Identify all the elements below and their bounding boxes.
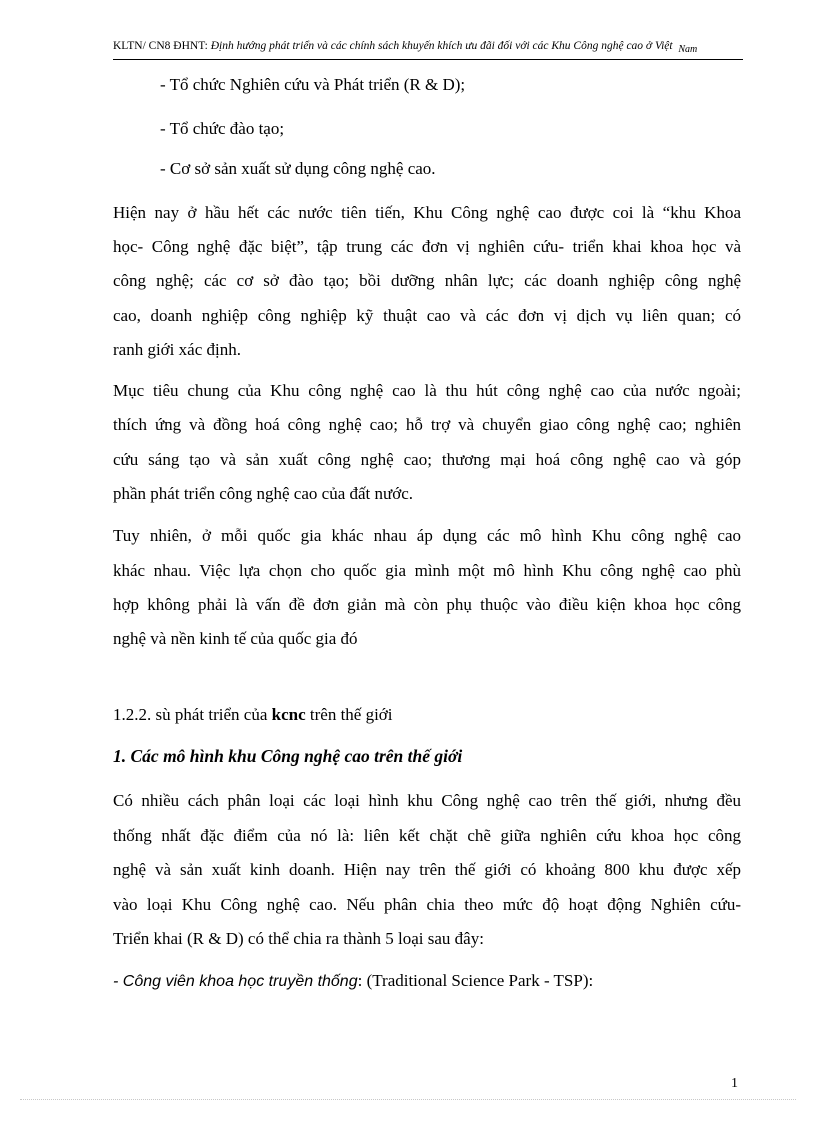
section-suffix: trên thế giới — [305, 705, 393, 724]
bullet-item: - Cơ sở sản xuất sử dụng công nghệ cao. — [160, 159, 436, 178]
paragraph-line: Có nhiều cách phân loại các loại hình khu Công nghệ cao trên thế giới, nhưng đều — [113, 791, 741, 810]
paragraph-line: thống nhất đặc điểm của nó là: liên kết chặt chẽ giữa nghiên cứu khoa học công — [113, 826, 741, 845]
header-prefix: KLTN/ CN8 ĐHNT: — [113, 40, 211, 52]
paragraph-line: thích ứng và đồng hoá công nghệ cao; hỗ trợ và chuyển giao công nghệ cao; nghiên — [113, 415, 741, 434]
paragraph-line: Triển khai (R & D) có thể chia ra thành 5 loại sau đây: — [113, 929, 484, 948]
running-header — [113, 39, 743, 60]
bullet-item: - Tổ chức Nghiên cứu và Phát triển (R & D); — [160, 75, 466, 94]
paragraph-line: học- Công nghệ đặc biệt”, tập trung các đơn vị nghiên cứu- triển khai khoa học và — [113, 237, 741, 256]
section-title — [113, 704, 741, 726]
paragraph-line: hợp không phải là vấn đề đơn giản mà còn phụ thuộc vào điều kiện khoa học công — [113, 595, 741, 614]
paragraph-line: công nghệ; các cơ sở đào tạo; bồi dưỡng nhân lực; các doanh nghiệp công nghệ — [113, 271, 741, 290]
paragraph-line: nghệ và nền kinh tế của quốc gia đó — [113, 629, 358, 648]
header-title: Định hướng phát triển và các chính sách khuyến khích ưu đãi đối với các Khu Công nghệ cao ở Việt — [210, 40, 673, 52]
header-suffix: Nam — [678, 44, 698, 55]
page-bottom-divider — [20, 1099, 796, 1100]
paragraph-line: cứu sáng tạo và sản xuất công nghệ cao; thương mại hoá công nghệ cao và góp — [113, 450, 741, 469]
paragraph-line: nghệ và sản xuất kinh doanh. Hiện nay trên thế giới có khoảng 800 khu được xếp — [113, 860, 741, 879]
list-item — [113, 970, 741, 993]
paragraph-line: phần phát triển công nghệ cao của đất nước. — [113, 484, 414, 503]
page-number: 1 — [731, 1076, 738, 1091]
bullet-item: - Tổ chức đào tạo; — [160, 119, 285, 138]
list-item-rest: : (Traditional Science Park - TSP): — [357, 971, 594, 990]
paragraph-line: khác nhau. Việc lựa chọn cho quốc gia mình một mô hình Khu công nghệ cao phù — [113, 561, 741, 580]
paragraph-line: ranh giới xác định. — [113, 340, 241, 359]
section-bold: kcnc — [271, 705, 306, 724]
paragraph-line: Hiện nay ở hầu hết các nước tiên tiến, Khu Công nghệ cao được coi là “khu Khoa — [113, 203, 741, 222]
paragraph-line: Mục tiêu chung của Khu công nghệ cao là thu hút công nghệ cao của nước ngoài; — [113, 381, 741, 400]
section-prefix: 1.2.2. sù phát triển của — [113, 705, 272, 724]
list-item-term: - Công viên khoa học truyền thống — [113, 973, 358, 990]
paragraph-line: Tuy nhiên, ở mỗi quốc gia khác nhau áp dụng các mô hình Khu công nghệ cao — [113, 526, 741, 545]
paragraph-line: cao, doanh nghiệp công nghiệp kỹ thuật cao và các đơn vị dịch vụ liên quan; có — [113, 306, 741, 325]
subsection-heading: 1. Các mô hình khu Công nghệ cao trên thế giới — [113, 746, 463, 766]
paragraph-line: vào loại Khu Công nghệ cao. Nếu phân chia theo mức độ hoạt động Nghiên cứu- — [113, 895, 741, 914]
